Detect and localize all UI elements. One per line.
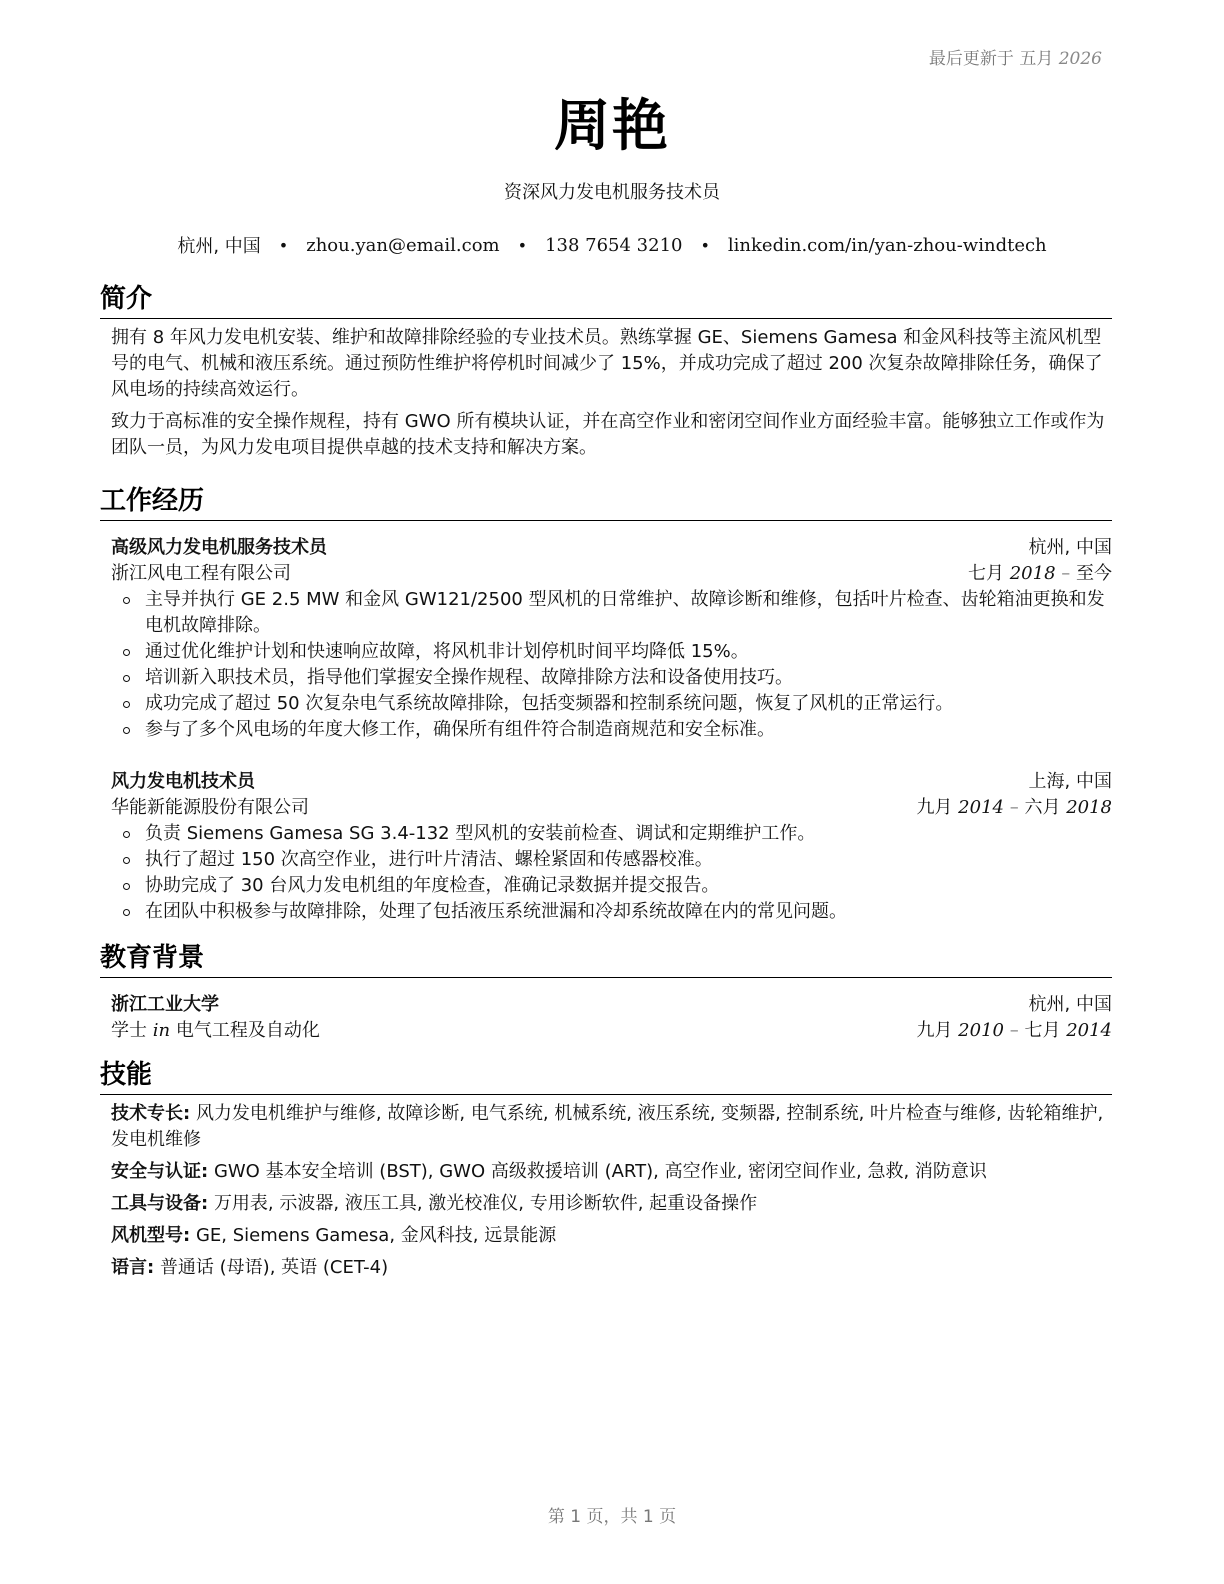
skill-value: GE, Siemens Gamesa, 金风科技, 远景能源 [195, 1225, 557, 1246]
date-dash: – [1061, 563, 1071, 584]
page-footer: 第 1 页，共 1 页 [547, 1507, 677, 1527]
resume-name: 周艳 [554, 94, 670, 159]
edu-end-month: 七月 [1024, 1020, 1061, 1041]
education-location: 杭州, 中国 [1028, 994, 1112, 1015]
job-start-year: 2014 [958, 797, 1004, 818]
job-bullet: 在团队中积极参与故障排除，处理了包括液压系统泄漏和冷却系统故障在内的常见问题。 [119, 899, 1112, 925]
skill-value: GWO 基本安全培训 (BST), GWO 高级救援培训 (ART), 高空作业, 密闭空间作业, 急救, 消防意识 [213, 1161, 987, 1182]
education-title: 教育背景 [100, 941, 1112, 978]
skill-label: 安全与认证: [111, 1161, 209, 1182]
date-dash: – [1009, 797, 1019, 818]
job-bullet: 通过优化维护计划和快速响应故障，将风机非计划停机时间平均降低 15%。 [119, 639, 1112, 665]
job-bullet: 参与了多个风电场的年度大修工作，确保所有组件符合制造商规范和安全标准。 [119, 717, 1112, 743]
last-updated-label: 最后更新于 [928, 49, 1014, 69]
education-section [100, 941, 1112, 1044]
skills-section [100, 1058, 1112, 1281]
experience-title: 工作经历 [100, 484, 1112, 521]
contact-linkedin[interactable]: linkedin.com/in/yan-zhou-windtech [727, 234, 1047, 256]
job-bullet: 培训新入职技术员，指导他们掌握安全操作规程、故障排除方法和设备使用技巧。 [119, 665, 1112, 691]
job-bullet: 成功完成了超过 50 次复杂电气系统故障排除，包括变频器和控制系统问题，恢复了风机的正常运行。 [119, 691, 1112, 717]
job-start-month: 九月 [916, 797, 953, 818]
education-in: in [152, 1020, 171, 1041]
contact-separator: • [700, 235, 710, 255]
skill-value: 普通话 (母语), 英语 (CET-4) [159, 1257, 389, 1278]
skill-value: 风力发电机维护与维修, 故障诊断, 电气系统, 机械系统, 液压系统, 变频器, 控制系统, 叶片检查与维修, 齿轮箱维护, 发电机维修 [111, 1103, 1104, 1150]
job-start-month: 七月 [967, 563, 1004, 584]
skill-label: 语言: [111, 1257, 155, 1278]
job-bullet: 主导并执行 GE 2.5 MW 和金风 GW121/2500 型风机的日常维护、故障诊断和维修，包括叶片检查、齿轮箱油更换和发电机故障排除。 [119, 587, 1112, 639]
job-end: 六月 [1024, 797, 1061, 818]
job-bullet: 协助完成了 30 台风力发电机组的年度检查，准确记录数据并提交报告。 [119, 873, 1112, 899]
contact-separator: • [278, 235, 289, 255]
education-degree-line [111, 1018, 320, 1044]
job-company: 华能新能源股份有限公司 [111, 797, 309, 818]
job-start-year: 2018 [1009, 563, 1056, 584]
skill-row [111, 1101, 1112, 1153]
summary-paragraph: 致力于高标准的安全操作规程，持有 GWO 所有模块认证，并在高空作业和密闭空间作业方面经验丰富。能够独立工作或作为团队一员，为风力发电项目提供卓越的技术支持和解决方案。 [111, 411, 1105, 458]
job-entry [111, 769, 1112, 925]
job-location: 杭州, 中国 [1028, 537, 1112, 558]
skill-row [111, 1255, 1112, 1281]
job-role: 风力发电机技术员 [111, 771, 255, 792]
skill-row [111, 1223, 1112, 1249]
summary-title: 简介 [100, 282, 1112, 319]
job-role: 高级风力发电机服务技术员 [111, 537, 327, 558]
education-major: 电气工程及自动化 [175, 1020, 320, 1041]
skill-label: 工具与设备: [111, 1193, 209, 1214]
job-end: 至今 [1076, 563, 1112, 584]
skill-value: 万用表, 示波器, 液压工具, 激光校准仪, 专用诊断软件, 起重设备操作 [213, 1193, 758, 1214]
last-updated-month: 五月 [1019, 49, 1054, 69]
last-updated [929, 44, 1102, 69]
education-dates [916, 1018, 1112, 1044]
skill-row [111, 1159, 1112, 1185]
skill-label: 风机型号: [111, 1225, 191, 1246]
date-dash: – [1009, 1020, 1019, 1041]
skill-label: 技术专长: [111, 1103, 191, 1124]
education-school: 浙江工业大学 [111, 994, 219, 1015]
contact-location: 杭州, 中国 [177, 236, 261, 257]
skill-row [111, 1191, 1112, 1217]
edu-start-month: 九月 [916, 1020, 953, 1041]
summary-section [100, 282, 1112, 461]
contact-separator: • [517, 235, 528, 255]
edu-end-year: 2014 [1066, 1020, 1112, 1041]
skills-title: 技能 [100, 1058, 1112, 1095]
job-dates [916, 795, 1112, 821]
job-bullet: 负责 Siemens Gamesa SG 3.4-132 型风机的安装前检查、调试和定期维护工作。 [119, 821, 1112, 847]
job-location: 上海, 中国 [1028, 771, 1112, 792]
education-degree: 学士 [111, 1020, 147, 1041]
last-updated-year: 2026 [1058, 49, 1102, 69]
job-bullet: 执行了超过 150 次高空作业，进行叶片清洁、螺栓紧固和传感器校准。 [119, 847, 1112, 873]
resume-headline: 资深风力发电机服务技术员 [504, 182, 720, 203]
job-company: 浙江风电工程有限公司 [111, 563, 291, 584]
job-end-year: 2018 [1066, 797, 1112, 818]
edu-start-year: 2010 [958, 1020, 1004, 1041]
contact-line [0, 232, 1224, 258]
job-entry [111, 535, 1112, 743]
contact-email[interactable]: zhou.yan@email.com [306, 234, 500, 256]
summary-paragraph: 拥有 8 年风力发电机安装、维护和故障排除经验的专业技术员。熟练掌握 GE、Siemens Gamesa 和金风科技等主流风机型号的电气、机械和液压系统。通过预防性维护将停机时间减少了 15%，并成功完成了超过 200 次复杂故障排除任务，确保了风电场的持续高效运行。 [111, 327, 1103, 400]
experience-section [100, 484, 1112, 925]
job-dates [968, 561, 1112, 587]
contact-phone: 138 7654 3210 [545, 234, 683, 256]
